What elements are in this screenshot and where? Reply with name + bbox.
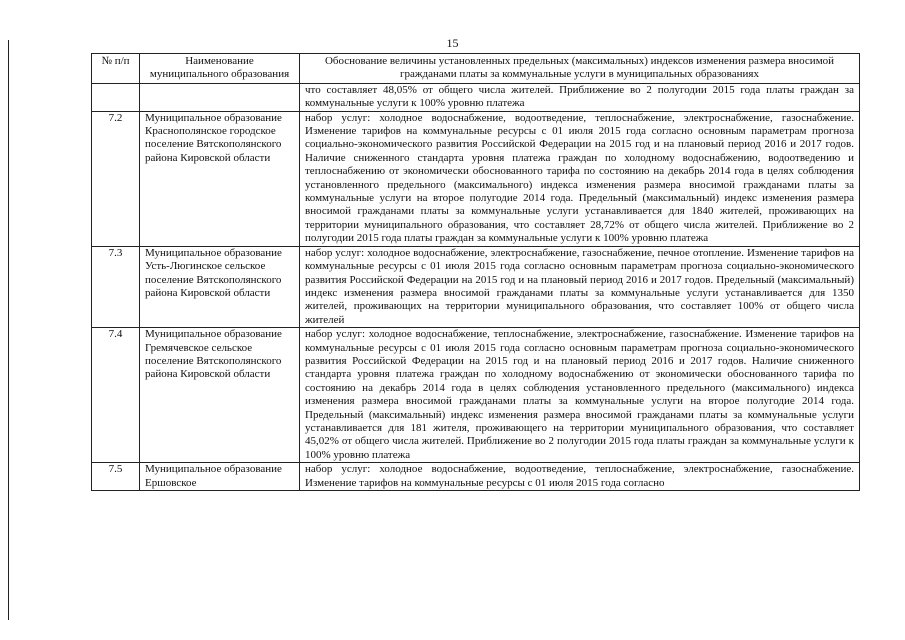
header-number: № п/п [92,54,140,84]
table-row [92,328,860,463]
page-number: 15 [446,36,459,50]
table-row [92,463,860,491]
row-number: 7.2 [92,111,140,246]
row-justification: что составляет 48,05% от общего числа жителей. Приближение во 2 полугодии 2015 года платы граждан за коммунальные услуги к 100% уровню платежа [300,83,860,111]
table-row [92,111,860,246]
header-justification: Обоснование величины установленных предельных (максимальных) индексов изменения размера вносимой гражданами платы за коммунальные услуги в муниципальных образованиях [300,54,860,84]
table-body [92,83,860,490]
row-municipality: Муниципальное образование Ершовское [140,463,300,491]
row-number: 7.3 [92,246,140,327]
header-row [92,54,860,84]
row-number [92,83,140,111]
row-number: 7.5 [92,463,140,491]
row-justification: набор услуг: холодное водоснабжение, теплоснабжение, электроснабжение, газоснабжение. Изменение тарифов на коммунальные ресурсы с 01 июля 2015 года согласно основным параметрам прогноза социально-экономического развития Российской Федерации на 2015 год и на плановый период 2016 и 2017 годов. Наличие сниженного стандарта уровня платежа граждан по холодному водоснабжению от экономически обоснованного тарифа по состоянию на декабрь 2014 года в целях соблюдения установленного предельного (максимального) индекса изменения размера вносимой гражданами платы за коммунальные услуги на второе полугодие 2014 года. Предельный (максимальный) индекс изменения размера вносимой гражданами платы за коммунальные услуги устанавливается для 181 жителя, проживающего на территории муниципального образования, что составляет 45,02% от общего числа жителей. Приближение во 2 полугодии 2015 года платы граждан за коммунальные услуги к 100% уровню платежа [300,328,860,463]
table-row [92,246,860,327]
table-header [92,54,860,84]
header-municipality: Наименование муниципального образования [140,54,300,84]
row-municipality: Муниципальное образование Усть-Люгинское сельское поселение Вятскополянского района Кировской области [140,246,300,327]
row-municipality: Муниципальное образование Гремячевское сельское поселение Вятскополянского района Кировской области [140,328,300,463]
row-municipality [140,83,300,111]
row-justification: набор услуг: холодное водоснабжение, водоотведение, теплоснабжение, электроснабжение, газоснабжение. Изменение тарифов на коммунальные ресурсы с 01 июля 2015 года согласно основным параметрам прогноза социально-экономического развития Российской Федерации на 2015 год и на плановый период 2016 и 2017 годов. Наличие сниженного стандарта уровня платежа граждан по холодному водоснабжению, водоотведению и теплоснабжению от экономически обоснованного тарифа по состоянию на декабрь 2014 года в целях соблюдения установленного предельного (максимального) индекса изменения размера вносимой гражданами платы за коммунальные услуги на второе полугодие 2014 года. Предельный (максимальный) индекс изменения размера вносимой гражданами платы за коммунальные услуги устанавливается для 1840 жителей, проживающих на территории муниципального образования, что составляет 28,72% от общего числа жителей. Приближение во 2 полугодии 2015 года платы граждан за коммунальные услуги к 100% уровню платежа [300,111,860,246]
row-justification: набор услуг: холодное водоснабжение, водоотведение, теплоснабжение, электроснабжение, газоснабжение. Изменение тарифов на коммунальные ресурсы с 01 июля 2015 года согласно [300,463,860,491]
table-row [92,83,860,111]
row-justification: набор услуг: холодное водоснабжение, электроснабжение, газоснабжение, печное отопление. Изменение тарифов на коммунальные ресурсы с 01 июля 2015 года согласно основным параметрам прогноза социально-экономического развития Российской Федерации на 2015 год и на плановый период 2016 и 2017 годов. Предельный (максимальный) индекс изменения размера вносимой гражданами платы за коммунальные услуги устанавливается для 1350 жителей, проживающих на территории муниципального образования, что составляет 100% от общего числа жителей [300,246,860,327]
tariff-index-table [91,53,860,491]
row-municipality: Муниципальное образование Краснополянское городское поселение Вятскополянского района Кировской области [140,111,300,246]
row-number: 7.4 [92,328,140,463]
left-margin-rule [8,40,9,620]
